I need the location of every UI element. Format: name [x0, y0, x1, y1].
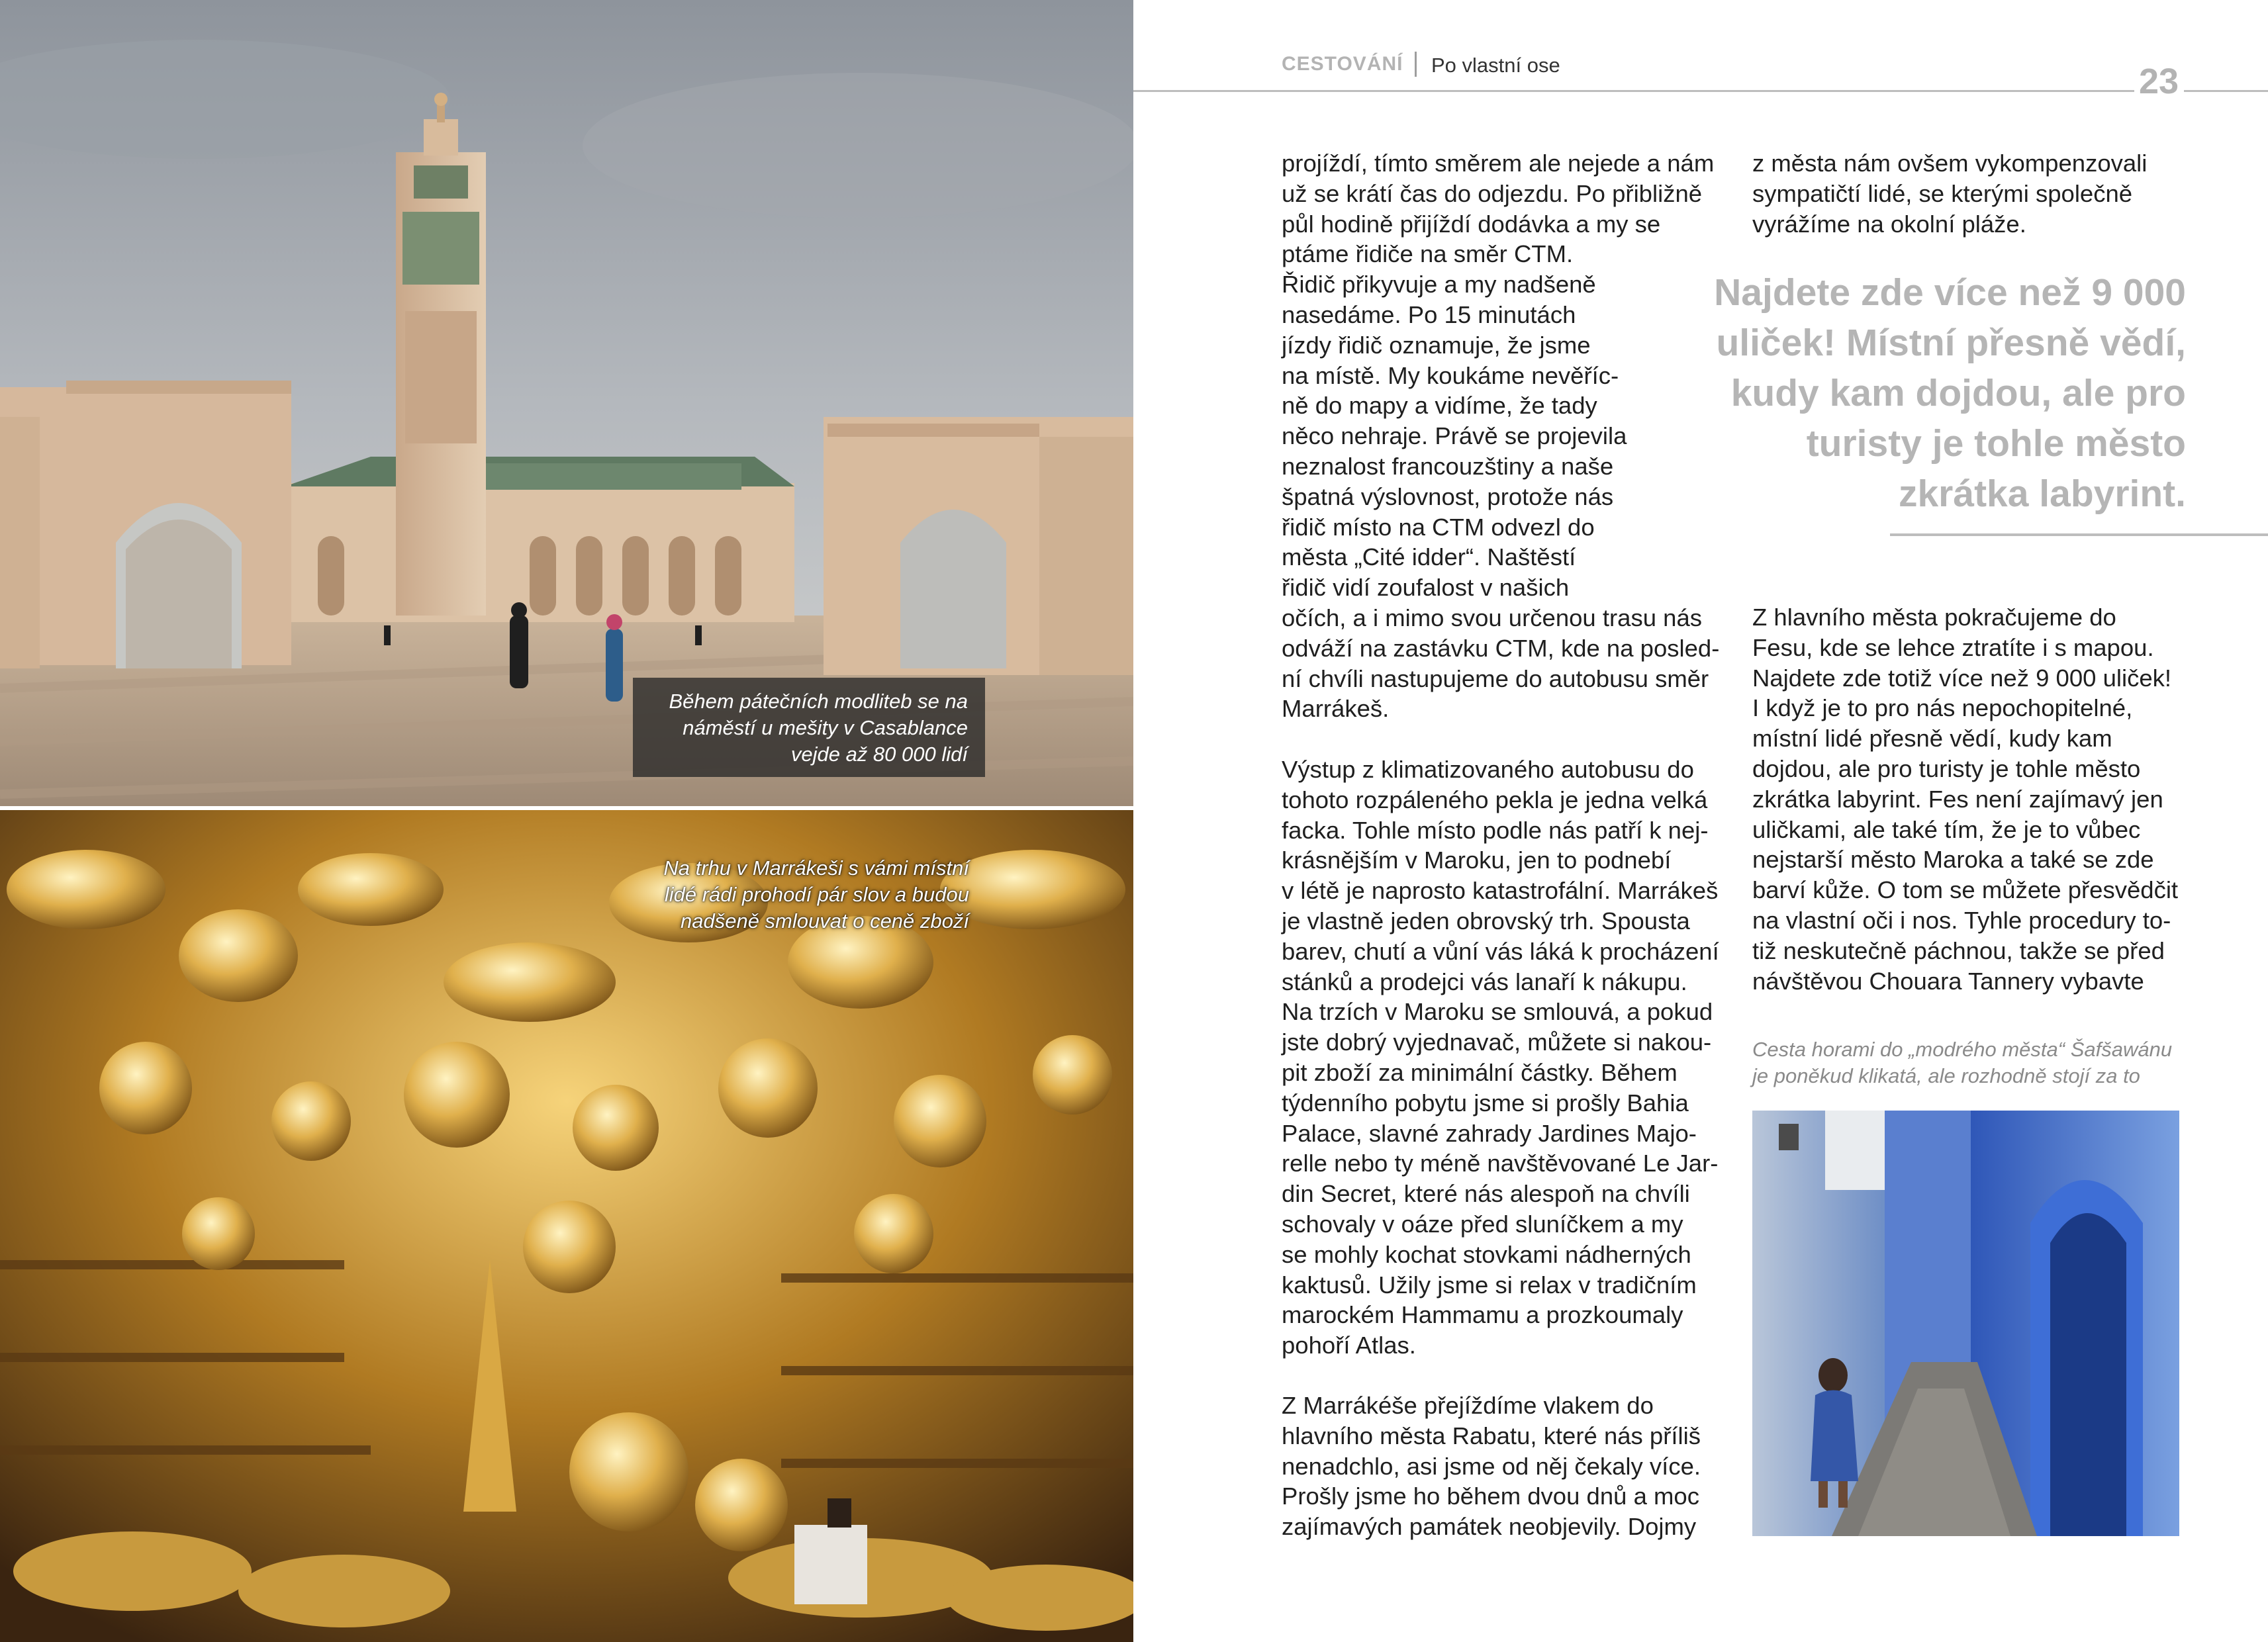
- text-line: nenadchlo, asi jsme od něj čekaly více.: [1282, 1452, 1701, 1480]
- blue-alley-photo: [1752, 1111, 2179, 1536]
- caption-market: [616, 844, 986, 945]
- text-line: jízdy řidič oznamuje, že jsme: [1282, 331, 1591, 359]
- caption-market-line: nadšeně smlouvat o ceně zboží: [681, 909, 969, 933]
- text-line: Výstup z klimatizovaného autobusu do: [1282, 756, 1694, 783]
- right-page: [1133, 0, 2268, 1642]
- text-line: ptáme řidiče na směr CTM.: [1282, 240, 1574, 268]
- text-line: špatná výslovnost, protože nás: [1282, 482, 1614, 510]
- pull-quote-line: kudy kam dojdou, ale pro: [1730, 372, 2186, 414]
- text-line: pit zboží za minimální částky. Během: [1282, 1058, 1677, 1086]
- text-line: facka. Tohle místo podle nás patří k nej-: [1282, 816, 1709, 844]
- caption-blue-city: [1752, 1036, 2172, 1089]
- caption-line: Cesta horami do „modrého města“ Šafšawánu: [1752, 1038, 2173, 1061]
- text-line: v létě je naprosto katastrofální. Marrákeš: [1282, 877, 1719, 905]
- text-line: relle nebo ty méně navštěvované Le Jar-: [1282, 1150, 1719, 1177]
- text-line: barev, chutí a vůní vás láká k procházení: [1282, 937, 1719, 965]
- text-line: nejstarší město Maroka a také se zde: [1752, 846, 2154, 874]
- text-line: dojdou, ale pro turisty je tohle město: [1752, 754, 2141, 782]
- text-line: Marrákeš.: [1282, 695, 1390, 723]
- text-line: řidič místo na CTM odvezl do: [1282, 513, 1595, 541]
- section-label: CESTOVÁNÍ: [1282, 53, 1403, 75]
- body-paragraph: [1752, 602, 2178, 996]
- text-line: hlavního města Rabatu, které nás příliš: [1282, 1422, 1701, 1449]
- body-paragraph: [1282, 148, 1719, 724]
- header-title: Po vlastní ose: [1431, 54, 1560, 77]
- text-line: očích, a i mimo svou určenou trasu nás: [1282, 604, 1702, 631]
- text-line: krásnějším v Maroku, jen to podnebí: [1282, 846, 1672, 874]
- text-line: tiž neskutečně páchnou, takže se před: [1752, 936, 2165, 964]
- text-line: Palace, slavné zahrady Jardines Majo-: [1282, 1119, 1697, 1147]
- text-line: Prošly jsme ho během dvou dnů a moc: [1282, 1482, 1699, 1510]
- body-paragraph: [1752, 148, 2147, 239]
- header-separator: [1415, 52, 1417, 77]
- caption-mosque-line: vejde až 80 000 lidí: [790, 743, 968, 766]
- text-line: kaktusů. Užily jsme si relax v tradičním: [1282, 1271, 1697, 1299]
- text-line: Z hlavního města pokračujeme do: [1752, 604, 2116, 631]
- caption-mosque-line: náměstí u mešity v Casablance: [683, 716, 968, 739]
- caption-market-line: Na trhu v Marrákeši s vámi místní: [663, 856, 969, 880]
- text-line: ně do mapy a vidíme, že tady: [1282, 392, 1597, 420]
- text-line: z města nám ovšem vykompenzovali: [1752, 150, 2148, 177]
- text-line: jste dobrý vyjednavač, můžete si nakou-: [1282, 1028, 1712, 1056]
- pull-quote: [1689, 267, 2186, 519]
- text-line: uličkami, ale také tím, že je to vůbec: [1752, 815, 2141, 843]
- pull-quote-line: uliček! Místní přesně vědí,: [1716, 322, 2186, 364]
- text-line: města „Cité idder“. Naštěstí: [1282, 543, 1576, 571]
- text-line: sympatičtí lidé, se kterými společně: [1752, 179, 2133, 207]
- pull-quote-rule: [1890, 533, 2268, 536]
- text-line: tohoto rozpáleného pekla je jedna velká: [1282, 786, 1708, 813]
- text-line: Řidič přikyvuje a my nadšeně: [1282, 271, 1596, 298]
- text-line: pohoří Atlas.: [1282, 1332, 1416, 1359]
- text-line: něco nehraje. Právě se projevila: [1282, 422, 1627, 450]
- text-line: projíždí, tímto směrem ale nejede a nám: [1282, 150, 1715, 177]
- text-line: nasedáme. Po 15 minutách: [1282, 300, 1576, 328]
- body-paragraph: [1282, 1391, 1701, 1542]
- text-line: zkrátka labyrint. Fes není zajímavý jen: [1752, 785, 2163, 813]
- text-line: řidič vidí zoufalost v našich: [1282, 574, 1570, 602]
- header-rule: [1133, 90, 2134, 92]
- text-line: marockém Hammamu a prozkoumaly: [1282, 1301, 1683, 1329]
- text-line: místní lidé přesně vědí, kudy kam: [1752, 725, 2112, 753]
- text-line: Najdete zde totiž více než 9 000 uliček!: [1752, 664, 2172, 692]
- text-line: půl hodině přijíždí dodávka a my se: [1282, 210, 1661, 238]
- caption-market-line: lidé rádi prohodí pár slov a budou: [664, 883, 969, 906]
- header-rule-right: [2184, 90, 2268, 92]
- text-line: neznalost francouzštiny a naše: [1282, 452, 1614, 480]
- body-paragraph: [1282, 754, 1719, 1361]
- caption-line: je poněkud klikatá, ale rozhodně stojí za to: [1752, 1064, 2140, 1087]
- text-line: schovaly v oáze před sluníčkem a my: [1282, 1210, 1683, 1238]
- text-line: vyrážíme na okolní pláže.: [1752, 210, 2026, 238]
- text-line: Z Marrákéše přejíždíme vlakem do: [1282, 1392, 1654, 1419]
- blue-alley-illustration: [1752, 1111, 2179, 1536]
- text-line: I když je to pro nás nepochopitelné,: [1752, 694, 2133, 722]
- text-line: Fesu, kde se lehce ztratíte i s mapou.: [1752, 633, 2154, 661]
- text-line: stánků a prodejci vás lanaří k nákupu.: [1282, 968, 1687, 995]
- text-line: zajímavých památek neobjevily. Dojmy: [1282, 1513, 1697, 1541]
- text-line: ní chvíli nastupujeme do autobusu směr: [1282, 664, 1709, 692]
- text-line: Na trzích v Maroku se smlouvá, a pokud: [1282, 998, 1713, 1026]
- text-line: je vlastně jeden obrovský trh. Spousta: [1282, 907, 1690, 935]
- text-line: na vlastní oči i nos. Tyhle procedury to-: [1752, 906, 2171, 934]
- caption-mosque: [633, 678, 985, 777]
- text-line: se mohly kochat stovkami nádherných: [1282, 1240, 1691, 1268]
- left-page: [0, 0, 1133, 1642]
- text-line: návštěvou Chouara Tannery vybavte: [1752, 967, 2144, 995]
- text-line: už se krátí čas do odjezdu. Po přibližně: [1282, 179, 1703, 207]
- text-line: na místě. My koukáme nevěříc-: [1282, 361, 1619, 389]
- pull-quote-line: zkrátka labyrint.: [1898, 473, 2186, 515]
- pull-quote-line: turisty je tohle město: [1806, 422, 2186, 465]
- text-line: din Secret, které nás alespoň na chvíli: [1282, 1180, 1690, 1208]
- text-line: týdenního pobytu jsme si prošly Bahia: [1282, 1089, 1689, 1117]
- page-number: 23: [2138, 62, 2179, 101]
- text-line: odváží na zastávku CTM, kde na posled-: [1282, 634, 1720, 662]
- text-line: barví kůže. O tom se můžete přesvědčit: [1752, 876, 2179, 904]
- pull-quote-line: Najdete zde více než 9 000: [1714, 271, 2186, 314]
- caption-mosque-line: Během pátečních modliteb se na: [669, 690, 968, 713]
